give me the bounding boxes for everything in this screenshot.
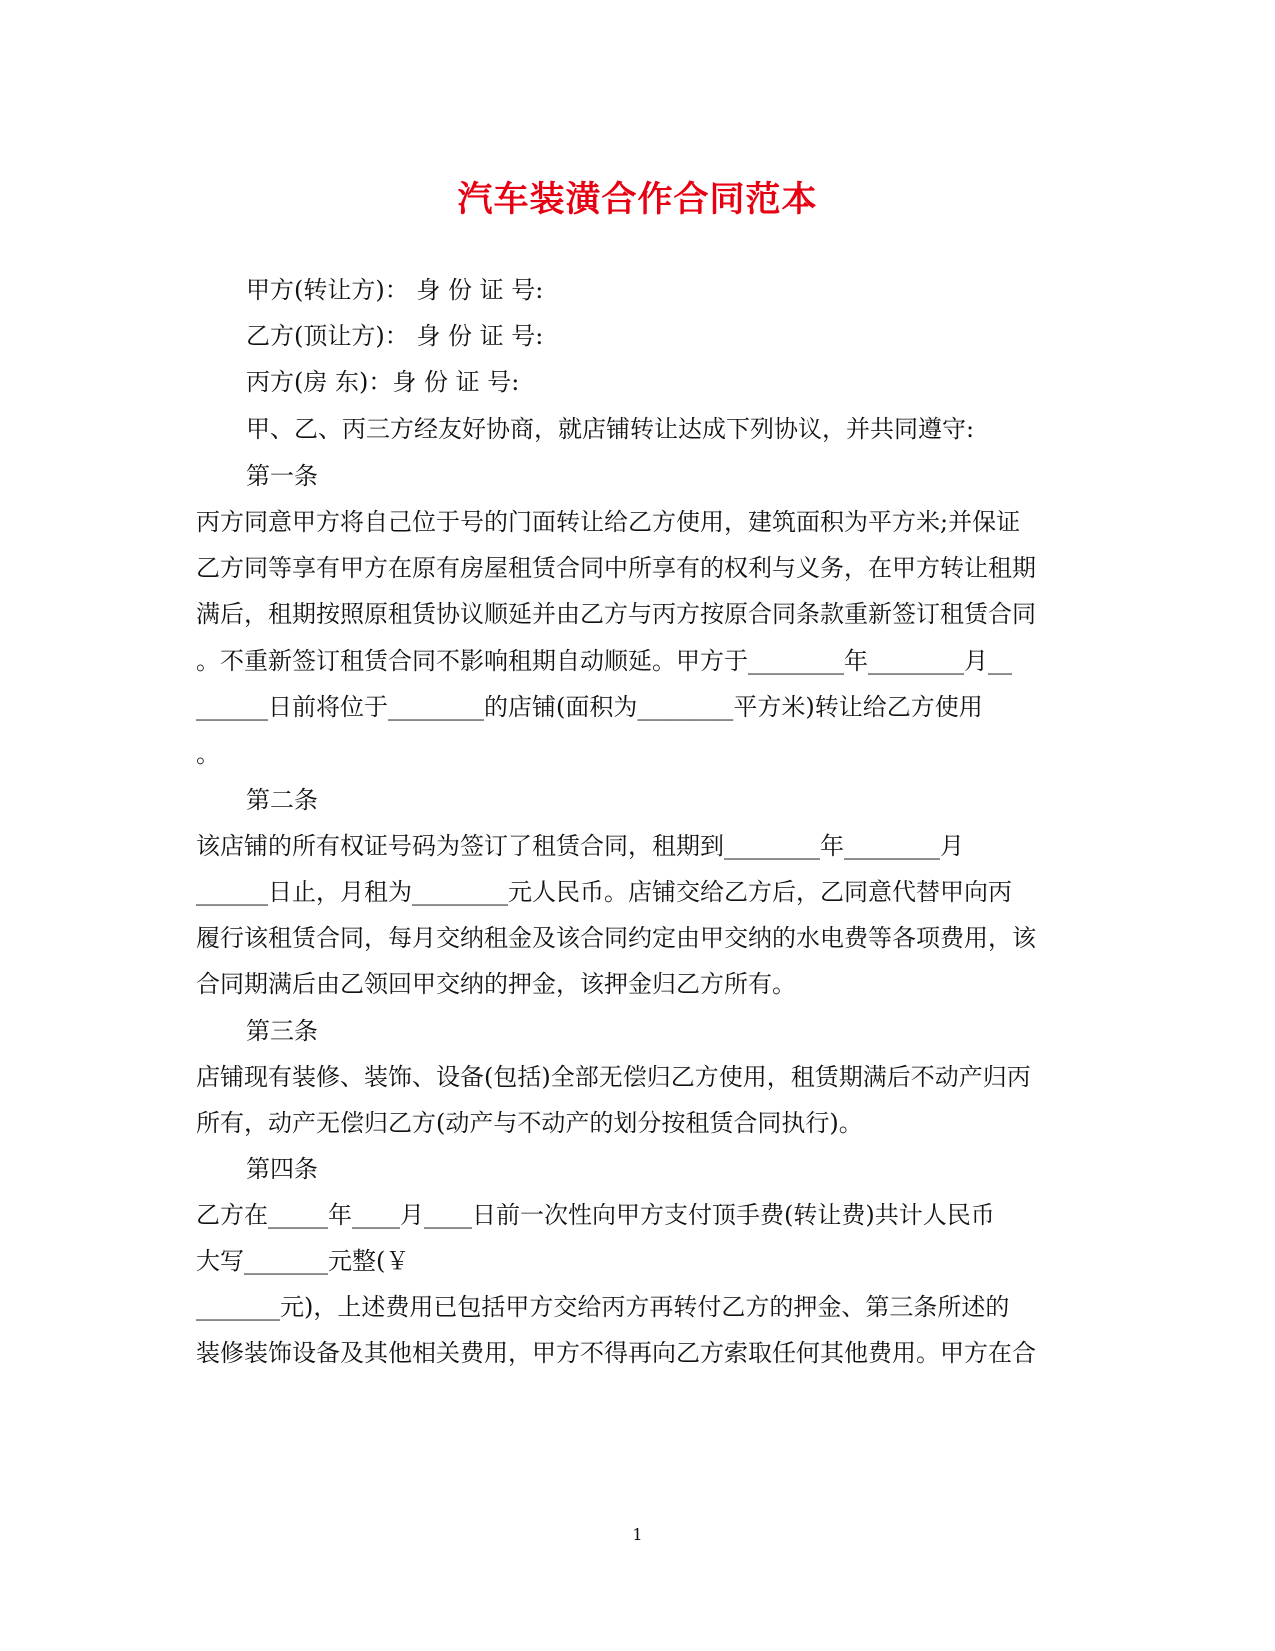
party-b-line: 乙方(顶让方)： 身 份 证 号:	[246, 322, 544, 350]
article-1-line: ______日前将位于________的店铺(面积为________平方米)转让给乙方使用	[196, 693, 983, 721]
article-2-line: 合同期满后由乙领回甲交纳的押金，该押金归乙方所有。	[196, 970, 796, 998]
page-number: 1	[632, 1525, 643, 1544]
article-4-line: 大写_______元整(￥	[196, 1247, 410, 1275]
article-2-line: 履行该租赁合同，每月交纳租金及该合同约定由甲交纳的水电费等各项费用，该	[196, 924, 1036, 952]
article-1-heading: 第一条	[246, 462, 318, 490]
article-3-heading: 第三条	[246, 1017, 318, 1045]
article-1-line: 满后，租期按照原租赁协议顺延并由乙方与丙方按原合同条款重新签订租赁合同	[196, 600, 1036, 628]
party-a-line: 甲方(转让方)： 身 份 证 号:	[246, 276, 544, 304]
article-1-line: 。	[196, 740, 220, 768]
article-1-line: 丙方同意甲方将自己位于号的门面转让给乙方使用，建筑面积为平方米;并保证	[196, 508, 1021, 536]
article-2-line: 该店铺的所有权证号码为签订了租赁合同，租期到________年________月	[196, 832, 964, 860]
article-4-line: 乙方在_____年____月____日前一次性向甲方支付顶手费(转让费)共计人民币	[196, 1201, 995, 1229]
article-3-line: 店铺现有装修、装饰、设备(包括)全部无偿归乙方使用，租赁期满后不动产归丙	[196, 1063, 1031, 1091]
document-title: 汽车装潢合作合同范本	[457, 179, 818, 220]
preamble-line: 甲、乙、丙三方经友好协商，就店铺转让达成下列协议，并共同遵守:	[246, 415, 975, 443]
article-4-line: _______元)，上述费用已包括甲方交给丙方再转付乙方的押金、第三条所述的	[196, 1293, 1010, 1321]
article-2-line: ______日止，月租为________元人民币。店铺交给乙方后，乙同意代替甲向丙	[196, 878, 1012, 906]
party-c-line: 丙方(房 东)：身 份 证 号:	[246, 368, 520, 396]
article-4-line: 装修装饰设备及其他相关费用，甲方不得再向乙方索取任何其他费用。甲方在合	[196, 1339, 1036, 1367]
article-1-line: 。不重新签订租赁合同不影响租期自动顺延。甲方于________年________月__	[196, 647, 1012, 675]
article-3-line: 所有，动产无偿归乙方(动产与不动产的划分按租赁合同执行)。	[196, 1109, 863, 1137]
article-2-heading: 第二条	[246, 786, 318, 814]
article-1-line: 乙方同等享有甲方在原有房屋租赁合同中所享有的权利与义务，在甲方转让租期	[196, 554, 1036, 582]
article-4-heading: 第四条	[246, 1155, 318, 1183]
